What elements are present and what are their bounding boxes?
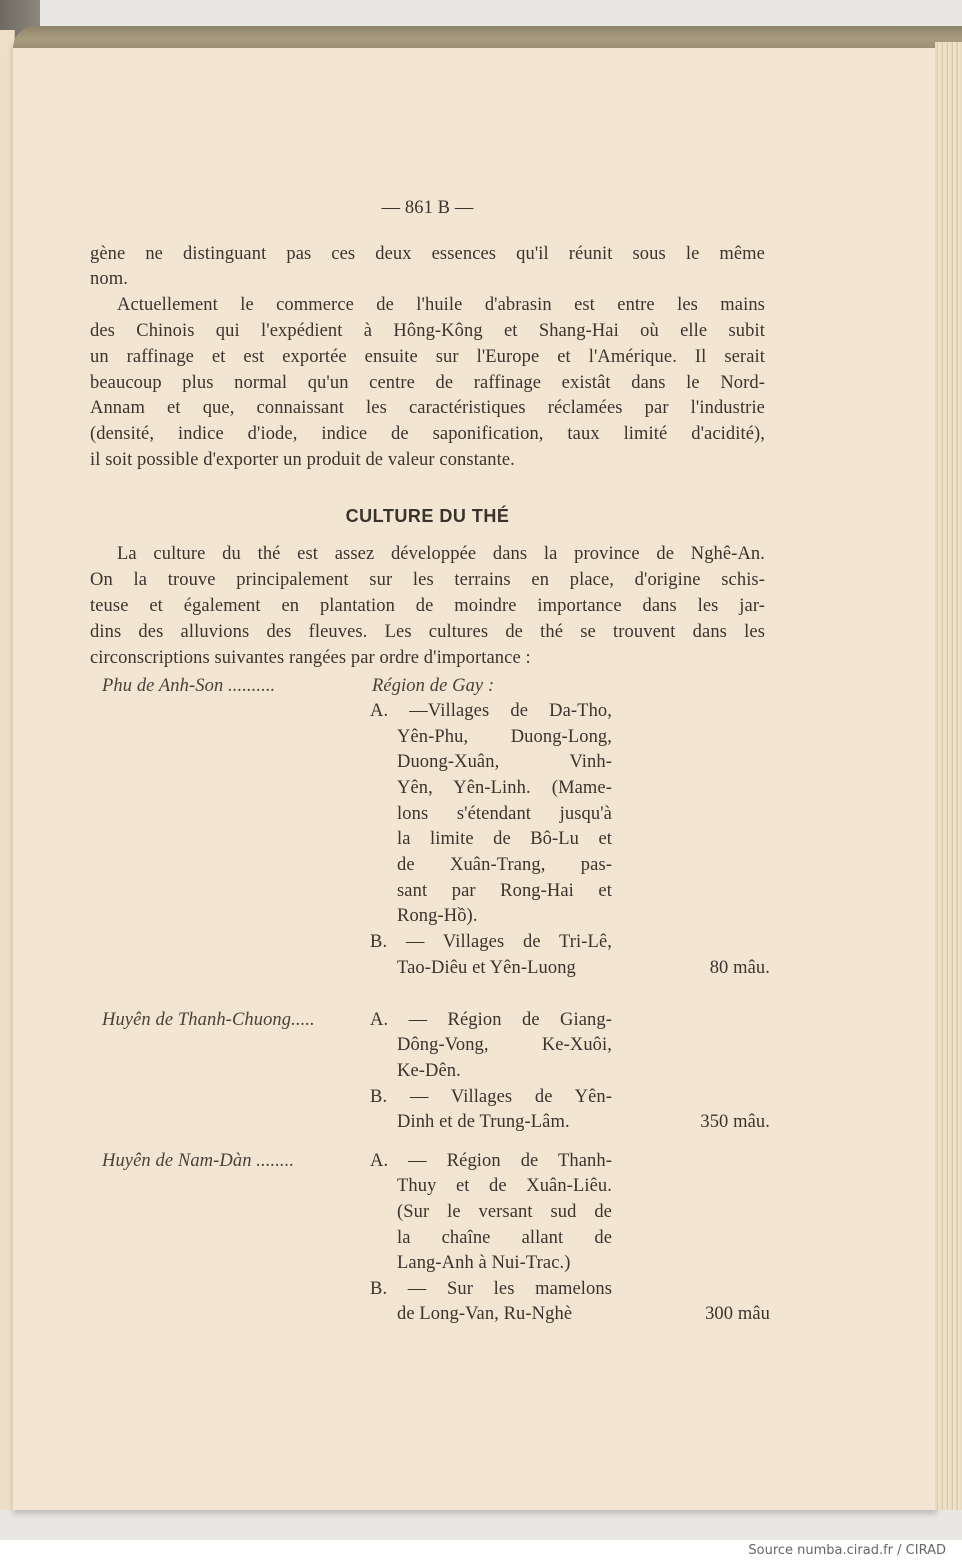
entry-line: Lang-Anh à Nui-Trac.) <box>397 1253 571 1273</box>
paragraph-line: Annam et que, connaissant les caractéristiques réclamées par l'industrie <box>90 398 765 418</box>
page-stack-edge <box>935 42 962 1510</box>
district-label: Phu de Anh-Son .......... <box>102 676 276 696</box>
book-top-edge <box>13 26 962 48</box>
entry-line: B. — Villages de Yên- <box>370 1087 612 1107</box>
entry-line: la chaîne allant de <box>397 1228 612 1248</box>
district-region: Région de Gay : <box>372 676 495 696</box>
entry-line: A. — Région de Thanh- <box>370 1151 612 1171</box>
paragraph-line: On la trouve principalement sur les terrains en place, d'origine schis- <box>90 570 765 590</box>
entry-line: Yên-Phu, Duong-Long, <box>397 727 612 747</box>
paragraph-line: il soit possible d'exporter un produit de valeur constante. <box>90 450 515 470</box>
entry-line: la limite de Bô-Lu et <box>397 829 612 849</box>
entry-line: Rong-Hồ). <box>397 906 478 926</box>
paragraph-line: des Chinois qui l'expédient à Hông-Kông et Shang-Hai où elle subit <box>90 321 765 341</box>
entry-line: Tao-Diêu et Yên-Luong <box>397 958 576 978</box>
entry-line: (Sur le versant sud de <box>397 1202 612 1222</box>
entry-line: B. — Villages de Tri-Lê, <box>370 932 612 952</box>
entry-line: de Long-Van, Ru-Nghè <box>397 1304 573 1324</box>
entry-line: sant par Rong-Hai et <box>397 881 612 901</box>
area-amount: 80 mâu. <box>709 958 770 978</box>
entry-line: A. — Région de Giang- <box>370 1010 612 1030</box>
entry-line: lons s'étendant jusqu'à <box>397 804 612 824</box>
district-label: Huyên de Nam-Dàn ........ <box>102 1151 295 1171</box>
section-heading: CULTURE DU THÉ <box>345 506 510 526</box>
paragraph-line: dins des alluvions des fleuves. Les cultures de thé se trouvent dans les <box>90 622 765 642</box>
entry-line: Thuy et de Xuân-Liêu. <box>397 1176 612 1196</box>
paragraph-line: La culture du thé est assez développée dans la province de Nghê-An. <box>117 544 765 564</box>
entry-line: B. — Sur les mamelons <box>370 1279 612 1299</box>
paragraph-line: teuse et également en plantation de moindre importance dans les jar- <box>90 596 765 616</box>
paragraph-line: nom. <box>90 269 128 289</box>
area-amount: 350 mâu. <box>700 1112 770 1132</box>
page-number: — 861 B — <box>381 198 474 218</box>
entry-line: Yên, Yên-Linh. (Mame- <box>397 778 612 798</box>
paragraph-line: circonscriptions suivantes rangées par ordre d'importance : <box>90 648 531 668</box>
paragraph-line: un raffinage et est exportée ensuite sur l'Europe et l'Amérique. Il serait <box>90 347 765 367</box>
paragraph-line: beaucoup plus normal qu'un centre de raffinage existât dans le Nord- <box>90 373 765 393</box>
entry-line: Dinh et de Trung-Lâm. <box>397 1112 570 1132</box>
paragraph-line: gène ne distinguant pas ces deux essences qu'il réunit sous le même <box>90 244 765 264</box>
entry-line: de Xuân-Trang, pas- <box>397 855 612 875</box>
district-label: Huyên de Thanh-Chuong..... <box>102 1010 315 1030</box>
area-amount: 300 mâu <box>705 1304 770 1324</box>
entry-line: A. —Villages de Da-Tho, <box>370 701 612 721</box>
source-credit: Source numba.cirad.fr / CIRAD <box>748 1543 946 1558</box>
entry-line: Duong-Xuân, Vinh- <box>397 752 612 772</box>
paragraph-line: (densité, indice d'iode, indice de saponification, taux limité d'acidité), <box>90 424 765 444</box>
paragraph-line: Actuellement le commerce de l'huile d'abrasin est entre les mains <box>117 295 765 315</box>
entry-line: Dông-Vong, Ke-Xuôi, <box>397 1035 612 1055</box>
entry-line: Ke-Dên. <box>397 1061 461 1081</box>
